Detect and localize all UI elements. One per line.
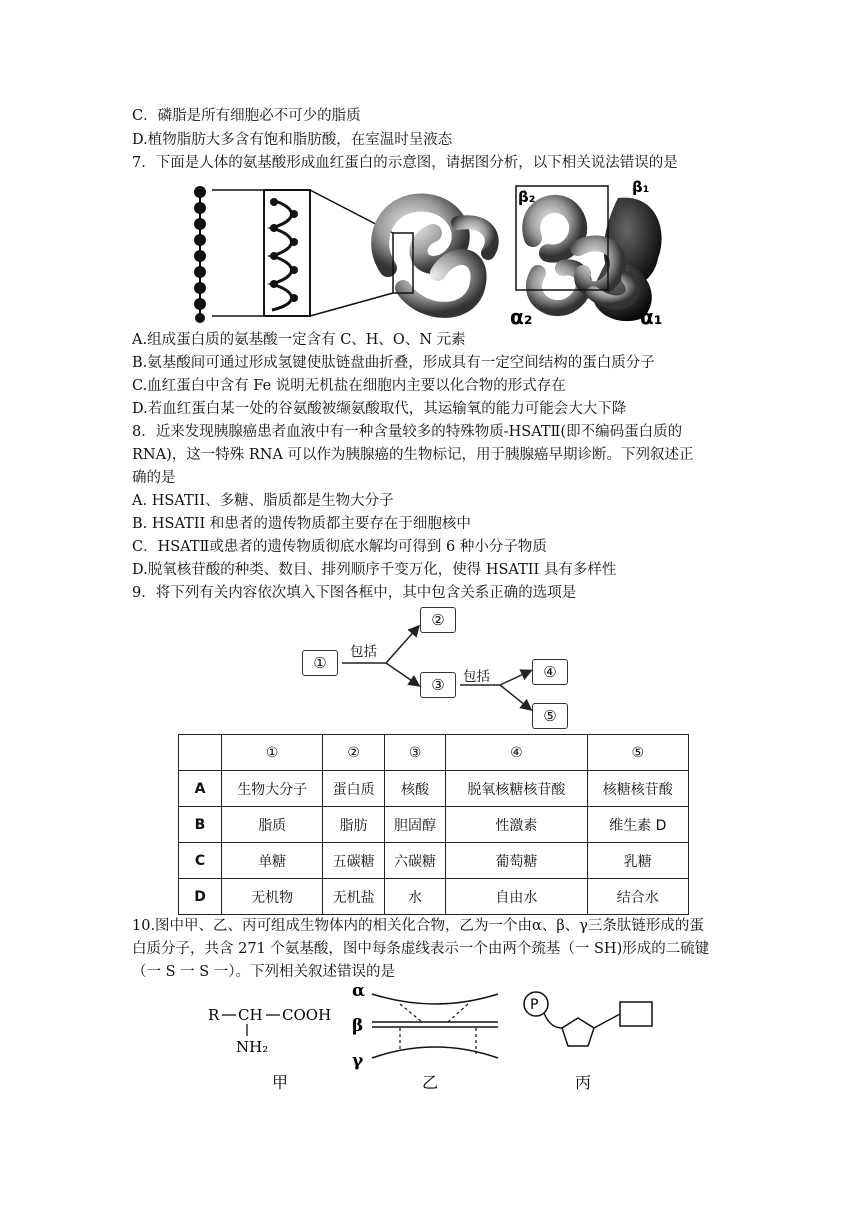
table-row (179, 843, 689, 879)
chain-beta-label: β (352, 1016, 364, 1036)
formula-cooh: COOH (282, 1006, 332, 1024)
table-cell: 性激素 (446, 807, 587, 843)
nucleotide-structure (524, 992, 652, 1046)
table-cell: A (179, 771, 222, 807)
table-cell: 乳糖 (587, 843, 688, 879)
protein-chains (352, 984, 498, 1071)
table-cell: 水 (384, 879, 445, 915)
chain-alpha-label: α (352, 984, 366, 1001)
table-cell: B (179, 807, 222, 843)
q7-stem: 7．下面是人体的氨基酸形成血红蛋白的示意图，请据图分析，以下相关说法错误的是 (132, 155, 678, 171)
table-cell: 蛋白质 (323, 771, 384, 807)
relation-label-1: 包括 (350, 644, 377, 660)
formula-nh2: NH₂ (236, 1038, 269, 1056)
table-cell: ① (222, 735, 323, 771)
q6-option-d: D.植物脂肪大多含有饱和脂肪酸，在室温时呈液态 (132, 132, 453, 148)
label-jia: 甲 (272, 1073, 289, 1092)
tree-node-1: ① (302, 650, 338, 676)
label-alpha2: α₂ (510, 305, 533, 328)
tree-node-5: ⑤ (532, 703, 568, 729)
relation-label-2: 包括 (463, 669, 490, 685)
q10-stem-2: 白质分子，共含 271 个氨基酸，图中每条虚线表示一个由两个巯基（一 SH)形成的二硫键 (132, 941, 710, 957)
table-cell: ② (323, 735, 384, 771)
q8-stem-3: 确的是 (132, 470, 176, 486)
phosphate-label: P (530, 997, 539, 1013)
q7-option-c: C.血红蛋白中含有 Fe 说明无机盐在细胞内主要以化合物的形式存在 (132, 378, 566, 394)
table-row (179, 879, 689, 915)
label-beta1: β₁ (632, 178, 650, 196)
chem-figure (200, 984, 660, 1094)
table-cell: 葡萄糖 (446, 843, 587, 879)
tree-node-2: ② (420, 607, 456, 633)
table-cell: 胆固醇 (384, 807, 445, 843)
table-row (179, 771, 689, 807)
table-cell: 核酸 (384, 771, 445, 807)
q10-stem-3: （一 S 一 S 一）。下列相关叙述错误的是 (132, 964, 396, 980)
table-cell: 核糖核苷酸 (587, 771, 688, 807)
q10-stem-1: 10.图中甲、乙、丙可组成生物体内的相关化合物，乙为一个由α、β、γ三条肽链形成的蛋 (132, 918, 704, 934)
tree-node-4: ④ (532, 659, 568, 685)
formula-ch: CH (238, 1006, 263, 1024)
amino-acid-structure (208, 1006, 331, 1056)
table-cell: 五碳糖 (323, 843, 384, 879)
q8-option-b: B. HSATII 和患者的遗传物质都主要存在于细胞核中 (132, 516, 471, 532)
table-cell: 无机物 (222, 879, 323, 915)
alpha-helix (264, 190, 310, 316)
q6-option-c: C．磷脂是所有细胞必不可少的脂质 (132, 108, 361, 124)
q7-option-a: A.组成蛋白质的氨基酸一定含有 C、H、O、N 元素 (132, 332, 466, 348)
hemoglobin-tetramer (516, 186, 662, 321)
table-cell: 脱氧核糖核苷酸 (446, 771, 587, 807)
table-row (179, 807, 689, 843)
amino-acid-chain (194, 186, 206, 323)
chain-gamma-label: γ (352, 1051, 364, 1071)
table-cell: 脂肪 (323, 807, 384, 843)
tree-node-3: ③ (420, 672, 456, 698)
q9-stem: 9．将下列有关内容依次填入下图各框中，其中包含关系正确的选项是 (132, 585, 577, 601)
label-bing: 丙 (575, 1073, 592, 1092)
table-cell: 单糖 (222, 843, 323, 879)
formula-r: R (208, 1006, 220, 1024)
table-cell: 维生素 D (587, 807, 688, 843)
table-cell: 六碳糖 (384, 843, 445, 879)
table-cell: C (179, 843, 222, 879)
table-cell: 无机盐 (323, 879, 384, 915)
table-cell: ③ (384, 735, 445, 771)
table-cell: 结合水 (587, 879, 688, 915)
table-cell (179, 735, 222, 771)
table-header-row (179, 735, 689, 771)
options-table (178, 734, 689, 915)
q8-stem-2: RNA)，这一特殊 RNA 可以作为胰腺癌的生物标记，用于胰腺癌早期诊断。下列叙述正 (132, 447, 694, 463)
table-cell: 生物大分子 (222, 771, 323, 807)
hemoglobin-figure (188, 178, 670, 328)
label-yi: 乙 (422, 1073, 439, 1092)
table-cell: D (179, 879, 222, 915)
table-cell: ④ (446, 735, 587, 771)
label-alpha1: α₁ (640, 305, 663, 328)
q7-option-d: D.若血红蛋白某一处的谷氨酸被缬氨酸取代，其运输氧的能力可能会大大下降 (132, 401, 627, 417)
subunit-tertiary (380, 203, 492, 310)
table-cell: 脂质 (222, 807, 323, 843)
label-beta2: β₂ (518, 188, 536, 206)
q8-option-a: A. HSATII、多糖、脂质都是生物大分子 (132, 493, 394, 509)
q8-stem-1: 8．近来发现胰腺癌患者血液中有一种含量较多的特殊物质-HSATⅡ(即不编码蛋白质的 (132, 424, 683, 440)
table-cell: ⑤ (587, 735, 688, 771)
q7-option-b: B.氨基酸间可通过形成氢键使肽链盘曲折叠，形成具有一定空间结构的蛋白质分子 (132, 355, 655, 371)
q8-option-d: D.脱氧核苷酸的种类、数目、排列顺序千变万化，使得 HSATII 具有多样性 (132, 562, 617, 578)
table-cell: 自由水 (446, 879, 587, 915)
q8-option-c: C．HSATⅡ或患者的遗传物质彻底水解均可得到 6 种小分子物质 (132, 539, 547, 555)
